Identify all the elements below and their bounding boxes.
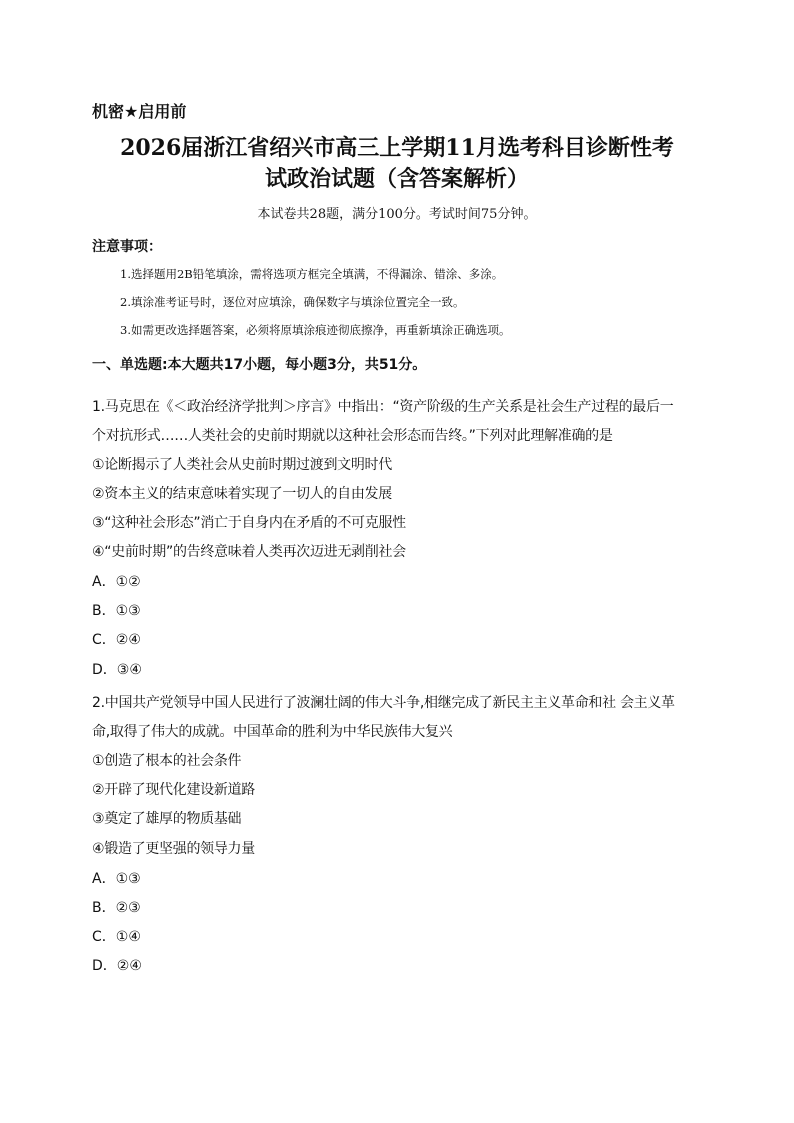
question-1-stem-line2: 个对抗形式……人类社会的史前时期就以这种社会形态而告终。”下列对此理解准确的是 <box>92 428 613 444</box>
notice-heading: 注意事项： <box>92 239 162 255</box>
exam-info: 本试卷共28题，满分100分。考试时间75分钟。 <box>257 207 537 222</box>
question-2-statement: ①创造了根本的社会条件 <box>92 753 242 769</box>
confidential-label: 机密★启用前 <box>92 102 187 121</box>
question-1-statement: ②资本主义的结束意味着实现了一切人的自由发展 <box>92 486 392 502</box>
question-2-statement: ③奠定了雄厚的物质基础 <box>92 811 242 827</box>
section-heading: 一、单选题:本大题共17小题，每小题3分，共51分。 <box>92 357 427 373</box>
exam-title-line2: 试政治试题（含答案解析） <box>264 166 529 192</box>
question-1-stem-line1: 1.马克思在《＜政治经济学批判＞序言》中指出：“资产阶级的生产关系是社会生产过程的最后一 <box>92 399 674 415</box>
question-1-option-b: B．①③ <box>92 603 141 619</box>
question-2-statement: ④锻造了更坚强的领导力量 <box>92 841 255 857</box>
notice-item: 3.如需更改选择题答案，必须将原填涂痕迹彻底擦净，再重新填涂正确选项。 <box>120 323 511 337</box>
question-1-option-a: A．①② <box>92 574 141 590</box>
question-2-option-d: D．②④ <box>92 958 142 974</box>
question-1-statement: ①论断揭示了人类社会从史前时期过渡到文明时代 <box>92 457 392 473</box>
question-1-option-c: C．②④ <box>92 632 141 648</box>
question-2-option-b: B．②③ <box>92 900 141 916</box>
question-1-statement: ③“这种社会形态”消亡于自身内在矛盾的不可克服性 <box>92 515 406 531</box>
question-2-option-c: C．①④ <box>92 929 141 945</box>
question-2-stem-line2: 命,取得了伟大的成就。中国革命的胜利为中华民族伟大复兴 <box>92 724 453 740</box>
question-2-statement: ②开辟了现代化建设新道路 <box>92 782 255 798</box>
question-2-option-a: A．①③ <box>92 871 141 887</box>
question-1-statement: ④“史前时期”的告终意味着人类再次迈进无剥削社会 <box>92 544 406 560</box>
notice-item: 2.填涂准考证号时，逐位对应填涂，确保数字与填涂位置完全一致。 <box>120 295 465 309</box>
notice-item: 1.选择题用2B铅笔填涂，需将选项方框完全填满，不得漏涂、错涂、多涂。 <box>120 267 504 281</box>
exam-title-line1: 2026届浙江省绍兴市高三上学期11月选考科目诊断性考 <box>120 135 674 161</box>
question-2-stem-line1: 2.中国共产党领导中国人民进行了波澜壮阔的伟大斗争,相继完成了新民主主义革命和社 会主义革 <box>92 695 675 711</box>
question-1-option-d: D．③④ <box>92 662 142 678</box>
